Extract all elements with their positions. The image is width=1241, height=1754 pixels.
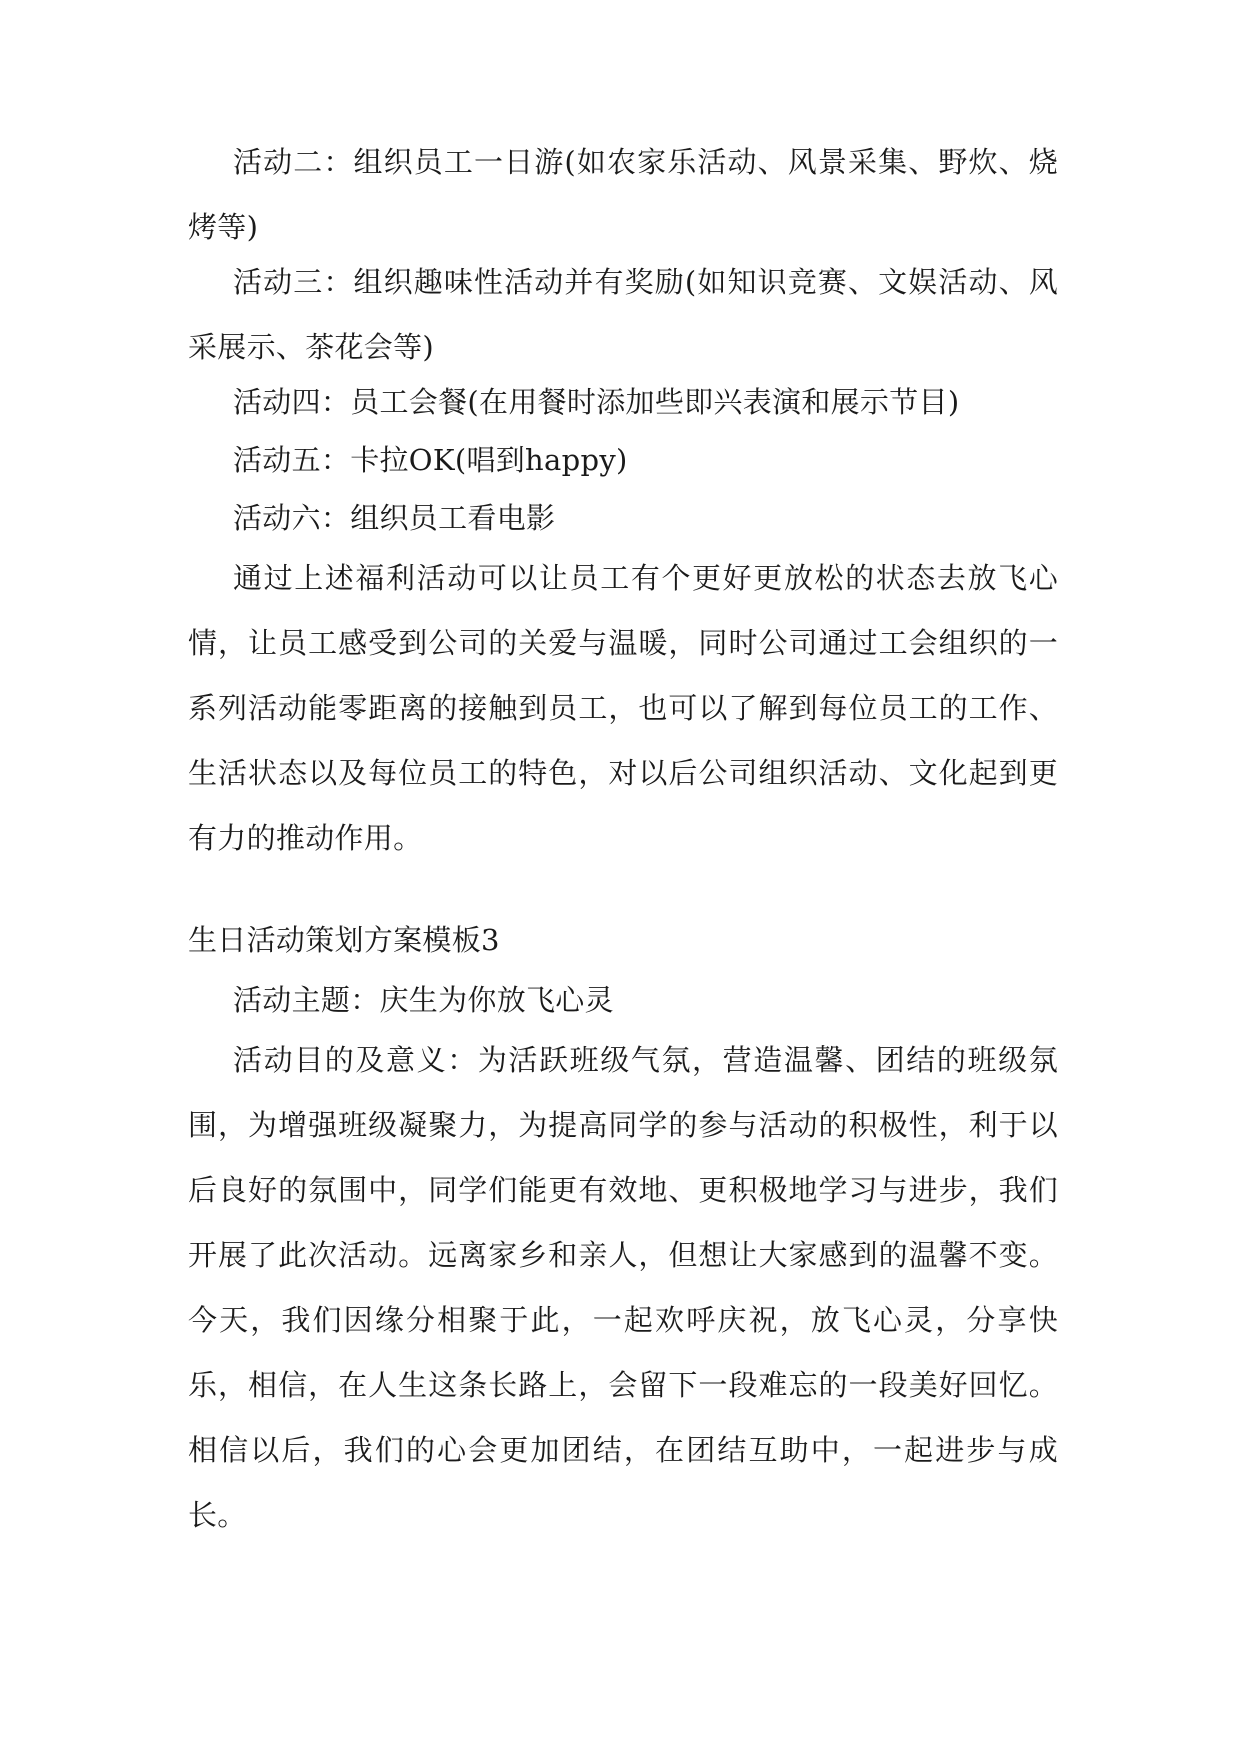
activity-6-paragraph: 活动六：组织员工看电影	[233, 501, 556, 535]
purpose-paragraph: 活动目的及意义：为活跃班级气氛，营造温馨、团结的班级氛围，为增强班级凝聚力，为提高同学的参与活动的积极性，利于以后良好的氛围中，同学们能更有效地、更积极地学习与进步，我们开展了此次活动。远离家乡和亲人，但想让大家感到的温馨不变。今天，我们因缘分相聚于此，一起欢呼庆祝，放飞心灵，分享快乐，相信，在人生这条长路上，会留下一段难忘的一段美好回忆。相信以后，我们的心会更加团结，在团结互助中，一起进步与成长。	[188, 1043, 1058, 1532]
activity-5-paragraph: 活动五：卡拉OK(唱到happy)	[233, 443, 628, 477]
theme-paragraph: 活动主题：庆生为你放飞心灵	[233, 983, 614, 1017]
activity-3-paragraph: 活动三：组织趣味性活动并有奖励(如知识竞赛、文娱活动、风采展示、茶花会等)	[188, 265, 1058, 364]
summary-paragraph: 通过上述福利活动可以让员工有个更好更放松的状态去放飞心情，让员工感受到公司的关爱与温暖，同时公司通过工会组织的一系列活动能零距离的接触到员工，也可以了解到每位员工的工作、生活状态以及每位员工的特色，对以后公司组织活动、文化起到更有力的推动作用。	[188, 561, 1058, 855]
activity-4-paragraph: 活动四：员工会餐(在用餐时添加些即兴表演和展示节目)	[233, 385, 960, 419]
activity-2-paragraph: 活动二：组织员工一日游(如农家乐活动、风景采集、野炊、烧烤等)	[188, 145, 1058, 244]
section-heading: 生日活动策划方案模板3	[188, 923, 500, 957]
